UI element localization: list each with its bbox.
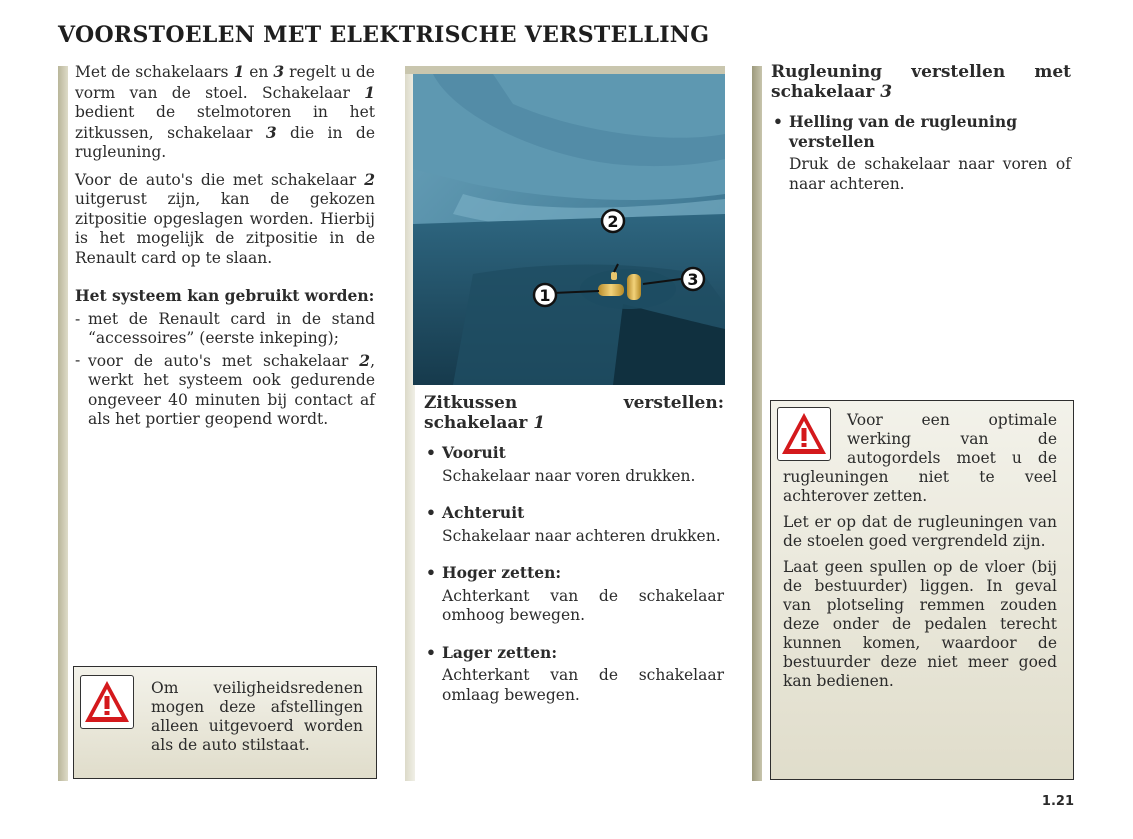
list-item-text: Achterkant van de schakelaar omlaag bewegen. [442,666,724,704]
page-title: VOORSTOELEN MET ELEKTRISCHE VERSTELLING [58,22,710,48]
list-item-label: • Vooruit [424,443,724,463]
list-item-text: Schakelaar naar achteren drukken. [442,526,721,545]
warning-box-safety [73,666,377,779]
callout-3: 3 [687,270,699,289]
list-item-label: • Achteruit [424,503,724,523]
usage-list [75,310,375,430]
list-item-label: • Hoger zetten: [424,563,724,583]
list-item-text: Achterkant van de schakelaar omhoog bewegen. [442,586,724,624]
photo-top-band [405,66,725,74]
backrest-heading: Rugleuning verstellen met schakelaar 3 [771,62,1071,102]
column-band-left [58,66,68,781]
warning-triangle-icon [80,675,134,729]
usage-heading: Het systeem kan gebruikt worden: [75,286,375,305]
list-item-label: • Helling van de rugleuning verstellen [771,112,1071,151]
list-item-label: • Lager zetten: [424,643,724,663]
list-item-text: Schakelaar naar voren drukken. [442,466,696,485]
column-band-right [752,66,762,781]
column-left [75,62,375,430]
column-right [771,62,1071,211]
list-item: - voor de auto's met schakelaar 2, werkt het systeem ook gedurende ongeveer 40 minuten bij contact af als het portier geopend wordt. [75,351,375,430]
warning-text-backrest: Voor een optimale werking van de autogordels moet u de rugleuningen niet te veel achterover zetten. Let er op dat de rugleuningen van de stoelen goed vergrendeld zijn. Laat geen spullen op de vloer (bij de bestuurder) liggen. In geval van plotseling remmen zouden deze onder de pedalen terecht kunnen komen, waardoor de bestuurder deze niet meer goed kan bedienen. [783,411,1057,690]
callout-1: 1 [539,286,551,305]
column-middle [424,393,724,722]
seat-photo [413,74,725,385]
callout-2: 2 [607,212,619,231]
memory-paragraph: Voor de auto's die met schakelaar 2 uitgerust zijn, kan de gekozen zitpositie opgeslagen worden. Hierbij is het mogelijk de zitpositie in de Renault card op te slaan. [75,169,375,267]
icon-spacer [783,411,847,459]
intro-paragraph: Met de schakelaars 1 en 3 regelt u de vorm van de stoel. Schakelaar 1 bedient de stelmotoren in het zitkussen, schakelaar 3 die in de rugleuning. [75,62,375,161]
seat-cushion-heading: Zitkussen verstellen: schakelaar 1 [424,393,724,433]
list-item: - met de Renault card in de stand “accessoires” (eerste inkeping); [75,310,375,349]
page-number: 1.21 [1041,794,1074,809]
warning-text-safety: Om veiligheidsredenen mogen deze afstellingen alleen uitgevoerd worden als de auto stilstaat. [151,679,363,754]
warning-box-backrest [770,400,1074,780]
list-item-text: Druk de schakelaar naar voren of naar achteren. [789,155,1071,193]
